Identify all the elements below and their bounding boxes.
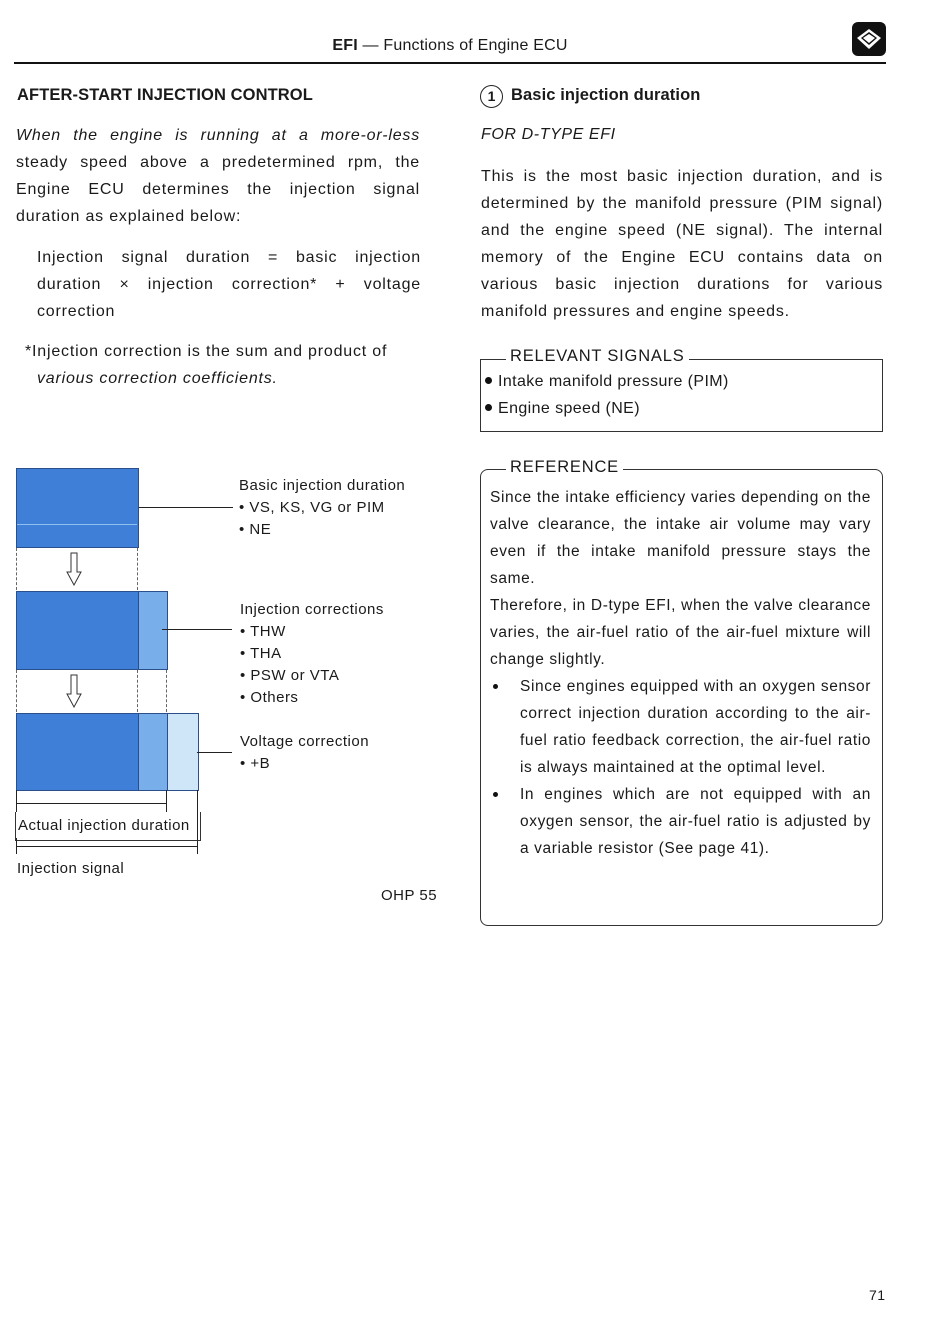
signal-item-label: Intake manifold pressure (PIM): [498, 373, 729, 390]
guide-dash: [16, 670, 17, 712]
actual-duration-label: Actual injection duration: [18, 817, 190, 834]
correction-block: [138, 591, 168, 670]
guide-dash: [137, 548, 138, 590]
voltage-label: Voltage correction: [240, 733, 370, 750]
section-heading: AFTER-START INJECTION CONTROL: [17, 86, 313, 104]
basic-signal-item: • VS, KS, VG or PIM: [239, 499, 385, 516]
basic-leader-line: [139, 507, 233, 508]
final-correction-block: [138, 713, 168, 791]
efi-type-subheading: FOR D-TYPE EFI: [481, 126, 616, 143]
basic-duration-label-group: [239, 475, 439, 541]
bullet-icon: [493, 684, 498, 689]
relevant-signals-box: [480, 359, 883, 432]
injection-signal-label: Injection signal: [17, 860, 125, 877]
voltage-leader-line: [197, 752, 232, 753]
header-title-bold: EFI: [332, 37, 358, 54]
dimension-tick: [16, 790, 17, 812]
basic-duration-block: [16, 468, 139, 548]
formula-text: Injection signal duration = basic injection duration × injection correction* + voltage correction: [37, 249, 421, 320]
reference-bullet-text: Since engines equipped with an oxygen sensor correct injection duration according to the air-fuel ratio feedback correction, the air-fuel ratio is always maintained at the optimal level.: [520, 678, 871, 776]
basic-signal-item: • NE: [239, 521, 272, 538]
voltage-label-group: [240, 731, 440, 775]
guide-dash: [16, 548, 17, 590]
reference-bullet: [490, 781, 871, 862]
voltage-item: • +B: [240, 755, 271, 772]
final-duration-block: [16, 713, 139, 791]
bullet-icon: [493, 792, 498, 797]
corrected-duration-block: [16, 591, 139, 670]
reference-body: [490, 484, 871, 862]
correction-item: • PSW or VTA: [240, 667, 340, 684]
ohp-number: OHP 55: [381, 887, 438, 904]
down-arrow-icon: [66, 674, 82, 713]
reference-box: [480, 469, 883, 926]
intro-italic: When the engine is running at a more-or-less: [16, 127, 420, 144]
dimension-tick: [166, 790, 167, 812]
header-title-rest: — Functions of Engine ECU: [362, 37, 568, 54]
footnote-line-1: *Injection correction is the sum and product of: [25, 343, 388, 360]
header-rule: [14, 62, 886, 64]
correction-item: • THW: [240, 623, 286, 640]
basic-duration-label: Basic injection duration: [239, 477, 406, 494]
actual-duration-line: [16, 803, 166, 804]
correction-leader-line: [162, 629, 232, 630]
down-arrow-icon: [66, 552, 82, 591]
reference-title: REFERENCE: [506, 458, 623, 477]
corrections-label-group: [240, 599, 440, 709]
block-highlight-line: [17, 524, 137, 525]
signal-item: [485, 395, 729, 422]
signals-list: [485, 368, 729, 422]
reference-bullet: [490, 673, 871, 781]
guide-dash: [137, 670, 138, 712]
intro-paragraph: [16, 122, 420, 230]
intro-text: steady speed above a predetermined rpm, the Engine ECU determines the injection signal duration as explained below:: [16, 154, 420, 225]
page-header-title: [0, 37, 900, 55]
reference-paragraph-2: Therefore, in D-type EFI, when the valve clearance varies, the air-fuel ratio of the air-fuel mixture will change slightly.: [490, 597, 871, 668]
voltage-correction-block: [167, 713, 199, 791]
footnote: [25, 338, 423, 392]
section-number-badge: 1: [480, 85, 503, 108]
bullet-icon: [485, 377, 492, 384]
dimension-tick: [16, 838, 17, 854]
reference-paragraph-1: Since the intake efficiency varies depending on the valve clearance, the intake air volume may vary even if the intake manifold pressure stays the same.: [490, 489, 871, 587]
reference-bullets: [490, 673, 871, 862]
basic-duration-paragraph: This is the most basic injection duration, and is determined by the manifold pressure (PIM signal) and the engine speed (NE signal). The internal memory of the Engine ECU contains data on various basic injection durations for various manifold pressures and engine speeds.: [481, 168, 883, 320]
footnote-line-2: various correction coefficients.: [37, 370, 278, 387]
correction-item: • THA: [240, 645, 282, 662]
signal-item: [485, 368, 729, 395]
relevant-signals-title: RELEVANT SIGNALS: [506, 347, 689, 366]
subsection-heading: Basic injection duration: [511, 86, 701, 104]
signal-item-label: Engine speed (NE): [498, 400, 640, 417]
correction-item: • Others: [240, 689, 299, 706]
corrections-label: Injection corrections: [240, 601, 384, 618]
bullet-icon: [485, 404, 492, 411]
page-number: 71: [869, 1287, 886, 1303]
guide-dash: [166, 670, 167, 712]
book-logo-icon: [852, 22, 886, 56]
reference-bullet-text: In engines which are not equipped with an oxygen sensor, the air-fuel ratio is adjusted by a variable resistor (See page 41).: [520, 786, 871, 857]
injection-signal-line: [16, 846, 197, 847]
